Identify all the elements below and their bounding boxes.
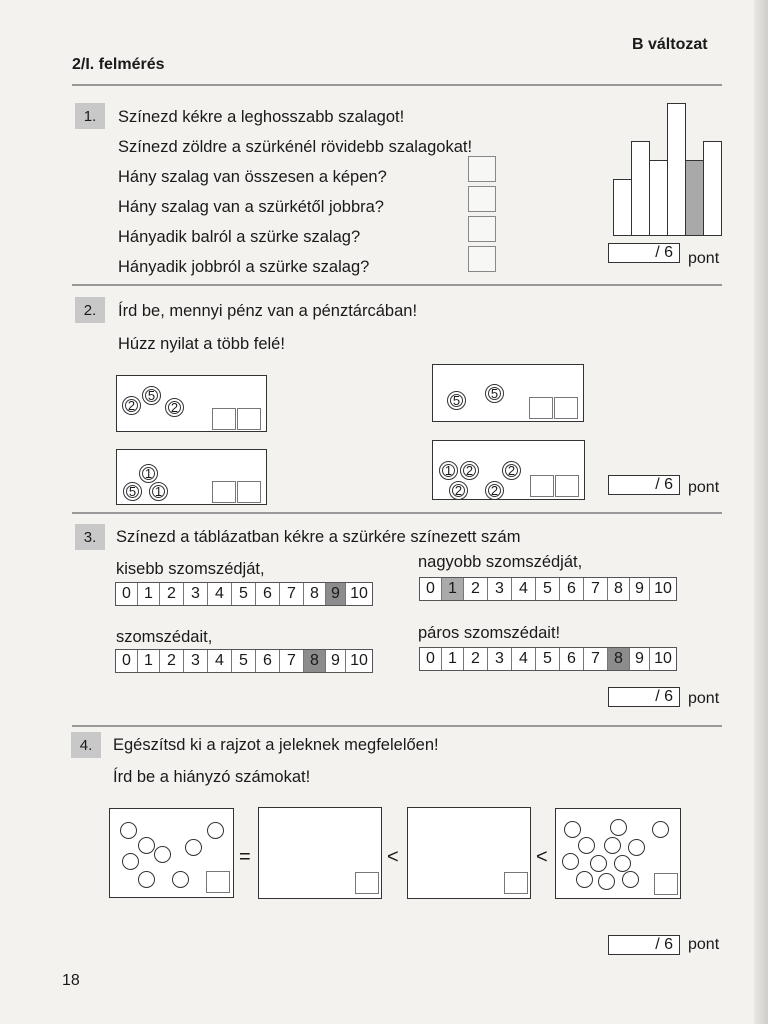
wallet-box: [116, 449, 267, 505]
circle: [138, 871, 155, 888]
circle: [576, 871, 593, 888]
coin: 2: [502, 461, 521, 480]
answer-cell[interactable]: [237, 408, 261, 430]
row-label: páros szomszédait!: [418, 624, 561, 642]
divider: [72, 512, 722, 514]
number-cell[interactable]: 0: [420, 648, 442, 670]
number-table: [115, 582, 373, 606]
task-1-line: Színezd zöldre a szürkénél rövidebb szalagokat!: [118, 138, 473, 156]
circle: [622, 871, 639, 888]
task-1-line: Hányadik jobbról a szürke szalag?: [118, 258, 370, 276]
number-cell[interactable]: 2: [464, 648, 488, 670]
circle: [614, 855, 631, 872]
number-cell[interactable]: 8: [608, 578, 630, 600]
coin: 1: [139, 464, 158, 483]
number-cell[interactable]: 9: [630, 648, 650, 670]
number-cell[interactable]: 1: [442, 648, 464, 670]
number-cell[interactable]: 1: [138, 650, 160, 672]
number-cell[interactable]: 4: [512, 648, 536, 670]
task-2-line: Húzz nyilat a több felé!: [118, 335, 285, 353]
answer-cell[interactable]: [212, 408, 236, 430]
variant-label: B változat: [632, 36, 708, 53]
coin: 2: [485, 481, 504, 500]
answer-cell[interactable]: [504, 872, 528, 894]
ribbon[interactable]: [631, 141, 650, 236]
picture-box: [109, 808, 234, 898]
number-cell[interactable]: 4: [208, 583, 232, 605]
number-cell[interactable]: 8: [304, 650, 326, 672]
number-cell[interactable]: 7: [280, 583, 304, 605]
ribbon[interactable]: [613, 179, 632, 236]
answer-box[interactable]: [468, 216, 496, 242]
circle: [628, 839, 645, 856]
row-label: szomszédait,: [116, 628, 213, 646]
circle: [578, 837, 595, 854]
circle: [122, 853, 139, 870]
task-4-line: Egészítsd ki a rajzot a jeleknek megfelelően!: [113, 736, 439, 754]
number-cell[interactable]: 5: [232, 650, 256, 672]
circle: [598, 873, 615, 890]
coin: 2: [460, 461, 479, 480]
circle: [154, 846, 171, 863]
task-1-line: Színezd kékre a leghosszabb szalagot!: [118, 108, 405, 126]
task-3-number: 3.: [75, 524, 105, 550]
answer-cell[interactable]: [206, 871, 230, 893]
score-box[interactable]: / 6: [608, 687, 680, 707]
number-cell[interactable]: 3: [184, 583, 208, 605]
number-cell[interactable]: 7: [584, 648, 608, 670]
circle: [652, 821, 669, 838]
less-than-sign: <: [536, 846, 548, 868]
circle: [564, 821, 581, 838]
number-cell[interactable]: 9: [630, 578, 650, 600]
number-cell[interactable]: 3: [488, 578, 512, 600]
number-cell[interactable]: 6: [256, 650, 280, 672]
task-2-number: 2.: [75, 297, 105, 323]
number-cell[interactable]: 0: [116, 583, 138, 605]
wallet-box: [432, 440, 585, 500]
answer-cell[interactable]: [530, 475, 554, 497]
task-1-number: 1.: [75, 103, 105, 129]
coin: 1: [149, 482, 168, 501]
number-cell[interactable]: 5: [536, 578, 560, 600]
task-4-line: Írd be a hiányzó számokat!: [113, 768, 311, 786]
page-number: 18: [62, 972, 80, 989]
score-unit: pont: [688, 690, 720, 707]
number-table: [419, 577, 677, 601]
picture-box: [555, 808, 681, 899]
number-cell[interactable]: 2: [160, 583, 184, 605]
number-cell[interactable]: 1: [442, 578, 464, 600]
number-cell[interactable]: 6: [560, 578, 584, 600]
divider: [72, 84, 722, 86]
row-label: kisebb szomszédját,: [116, 560, 265, 578]
number-cell[interactable]: 10: [350, 585, 368, 602]
number-cell[interactable]: 9: [326, 583, 346, 605]
picture-box[interactable]: [407, 807, 531, 899]
number-cell[interactable]: 4: [208, 650, 232, 672]
coin: 5: [142, 386, 161, 405]
answer-box[interactable]: [468, 186, 496, 212]
number-cell[interactable]: 3: [488, 648, 512, 670]
number-cell[interactable]: 5: [232, 583, 256, 605]
ribbon[interactable]: [703, 141, 722, 236]
ribbon[interactable]: [649, 160, 668, 236]
coin: 5: [123, 482, 142, 501]
number-cell[interactable]: 2: [464, 578, 488, 600]
number-cell[interactable]: 2: [160, 650, 184, 672]
answer-cell[interactable]: [555, 475, 579, 497]
circle: [604, 837, 621, 854]
circle: [138, 837, 155, 854]
number-cell[interactable]: 10: [654, 580, 672, 597]
row-label: nagyobb szomszédját,: [418, 553, 583, 571]
task-2-line: Írd be, mennyi pénz van a pénztárcában!: [118, 302, 418, 320]
coin: 2: [449, 481, 468, 500]
circle: [562, 853, 579, 870]
task-4-number: 4.: [71, 732, 101, 758]
number-cell[interactable]: 3: [184, 650, 208, 672]
circle: [185, 839, 202, 856]
divider: [72, 725, 722, 727]
score-box[interactable]: / 6: [608, 475, 680, 495]
less-than-sign: <: [387, 846, 399, 868]
number-table: [419, 647, 677, 671]
number-cell[interactable]: 10: [654, 650, 672, 667]
wallet-box: [116, 375, 267, 432]
wallet-box: [432, 364, 584, 422]
task-1-line: Hány szalag van összesen a képen?: [118, 168, 387, 186]
circle: [207, 822, 224, 839]
coin: 5: [447, 391, 466, 410]
task-1-line: Hányadik balról a szürke szalag?: [118, 228, 361, 246]
task-1-line: Hány szalag van a szürkétől jobbra?: [118, 198, 384, 216]
answer-cell[interactable]: [355, 872, 379, 894]
answer-cell[interactable]: [554, 397, 578, 419]
number-cell[interactable]: 0: [420, 578, 442, 600]
circle: [120, 822, 137, 839]
circle: [590, 855, 607, 872]
answer-box[interactable]: [468, 246, 496, 272]
coin: 2: [165, 398, 184, 417]
answer-box[interactable]: [468, 156, 496, 182]
coin: 1: [439, 461, 458, 480]
number-cell[interactable]: 5: [536, 648, 560, 670]
score-unit: pont: [688, 936, 720, 953]
score-unit: pont: [688, 479, 720, 496]
number-cell[interactable]: 8: [304, 583, 326, 605]
number-cell[interactable]: 9: [326, 650, 346, 672]
number-cell[interactable]: 7: [280, 650, 304, 672]
number-cell[interactable]: 8: [608, 648, 630, 670]
divider: [72, 284, 722, 286]
number-cell[interactable]: 6: [560, 648, 584, 670]
score-unit: pont: [688, 250, 720, 267]
circle: [172, 871, 189, 888]
page-edge: [754, 0, 768, 1024]
number-cell[interactable]: 1: [138, 583, 160, 605]
answer-cell[interactable]: [654, 873, 678, 895]
number-cell[interactable]: 4: [512, 578, 536, 600]
picture-box[interactable]: [258, 807, 382, 899]
answer-cell[interactable]: [212, 481, 236, 503]
coin: 5: [485, 384, 504, 403]
answer-cell[interactable]: [237, 481, 261, 503]
number-table: [115, 649, 373, 673]
circle: [610, 819, 627, 836]
gray-ribbon[interactable]: [685, 160, 704, 236]
number-cell[interactable]: 10: [350, 652, 368, 669]
task-3-instruction: Színezd a táblázatban kékre a szürkére színezett szám: [116, 528, 521, 546]
number-cell[interactable]: 6: [256, 583, 280, 605]
answer-cell[interactable]: [529, 397, 553, 419]
score-box[interactable]: / 6: [608, 935, 680, 955]
coin: 2: [122, 396, 141, 415]
number-cell[interactable]: 0: [116, 650, 138, 672]
section-title: 2/I. felmérés: [72, 56, 165, 73]
ribbon[interactable]: [667, 103, 686, 236]
number-cell[interactable]: 7: [584, 578, 608, 600]
equals-sign: =: [239, 846, 251, 868]
score-box[interactable]: / 6: [608, 243, 680, 263]
